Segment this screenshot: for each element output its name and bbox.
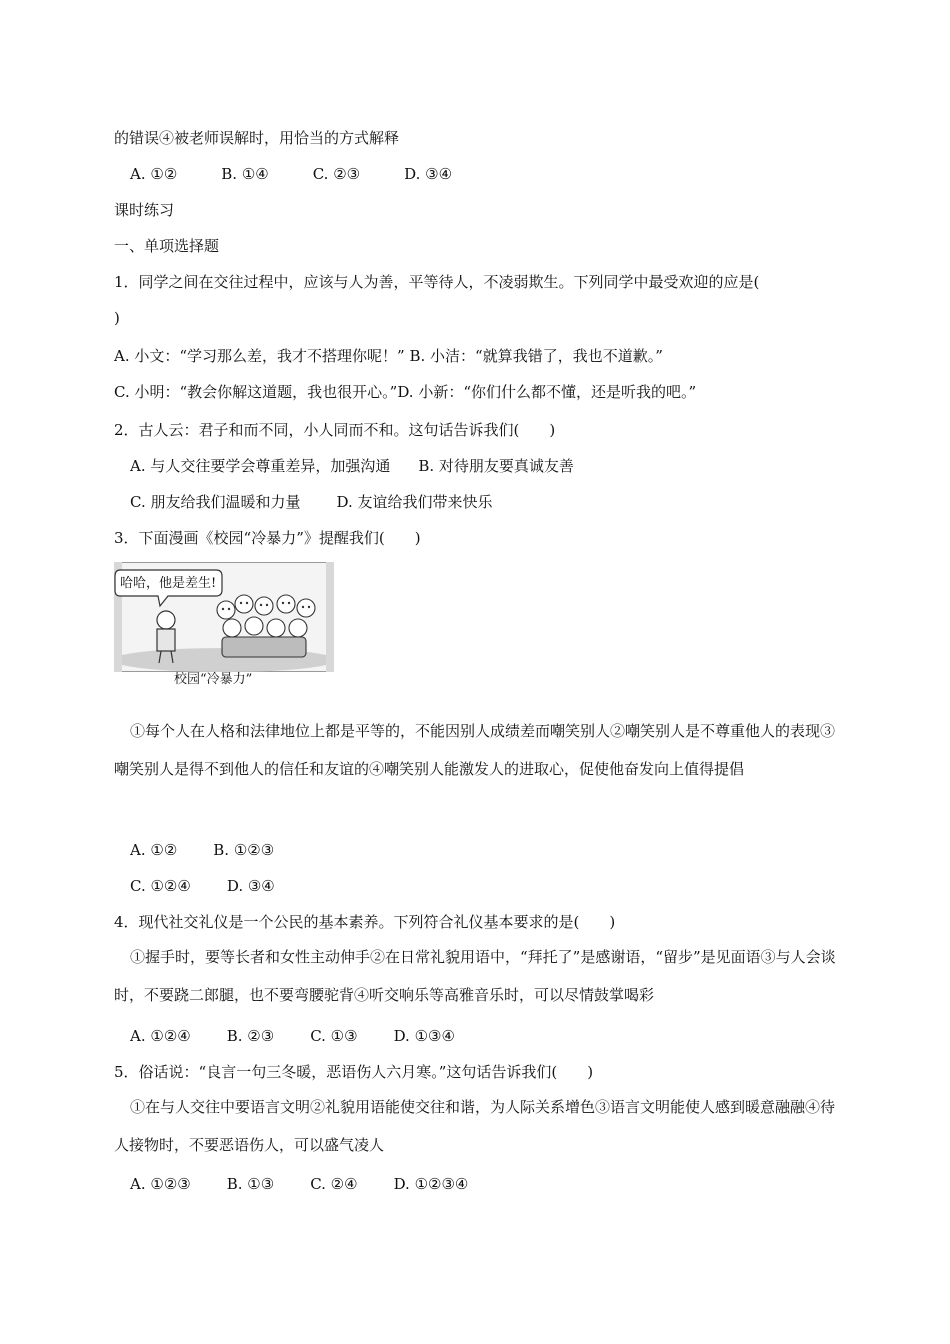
- q2-options-cd: [130, 492, 493, 512]
- option-a: A. 与人交往要学会尊重差异，加强沟通: [130, 457, 391, 475]
- option-a: A. ①②: [130, 165, 178, 183]
- q5-stem: 5．俗话说：“良言一句三冬暖，恶语伤人六月寒。”这句话告诉我们( ): [114, 1063, 594, 1081]
- option-b: B. ②③: [226, 1027, 275, 1045]
- q4-statements: ①握手时，要等长者和女性主动伸手②在日常礼貌用语中，“拜托了”是感谢语，“留步”是见面语③与人会谈时，不要跷二郎腿，也不要弯腰驼背④听交响乐等高雅音乐时，可以尽情鼓掌喝彩: [114, 948, 836, 1004]
- option-a: A. ①②: [130, 841, 178, 859]
- campus-cold-violence-cartoon: [114, 562, 334, 688]
- option-c: C. ①③: [310, 1027, 358, 1045]
- option-d: D. ③④: [226, 877, 275, 895]
- option-c: C. ②③: [312, 165, 361, 183]
- q4-options: [130, 1026, 491, 1046]
- option-d: D. 友谊给我们带来快乐: [336, 493, 493, 511]
- q5-options: [130, 1174, 504, 1194]
- q1-stem-end: ): [114, 309, 120, 327]
- q1-options-cd: C. 小明：“教会你解这道题，我也很开心。”D. 小新：“你们什么都不懂，还是听我的吧。”: [114, 383, 697, 401]
- q2-options-ab: [130, 456, 574, 476]
- option-d: D. ③④: [404, 165, 453, 183]
- q3-statements: ①每个人在人格和法律地位上都是平等的，不能因别人成绩差而嘲笑别人②嘲笑别人是不尊重他人的表现③嘲笑别人是得不到他人的信任和友谊的④嘲笑别人能激发人的进取心，促使他奋发向上值得提倡: [114, 722, 836, 778]
- option-b: B. 对待朋友要真诚友善: [418, 457, 574, 475]
- q2-stem: 2．古人云：君子和而不同，小人同而不和。这句话告诉我们( ): [114, 421, 556, 439]
- option-a: A. ①②③: [130, 1175, 191, 1193]
- option-c: C. 朋友给我们温暖和力量: [130, 493, 301, 511]
- subsection-title: 一、单项选择题: [114, 237, 220, 255]
- option-d: D. ①②③④: [393, 1175, 469, 1193]
- cartoon-bubble-text: 哈哈，他是差生!: [120, 576, 217, 591]
- q4-stem: 4．现代社交礼仪是一个公民的基本素养。下列符合礼仪基本要求的是( ): [114, 913, 616, 931]
- cartoon-caption: 校园“冷暴力”: [174, 672, 253, 687]
- q5-statements: ①在与人交往中要语言文明②礼貌用语能使交往和谐，为人际关系增色③语言文明能使人感到暖意融融④待人接物时，不要恶语伤人，可以盛气凌人: [114, 1098, 836, 1154]
- option-b: B. ①③: [226, 1175, 275, 1193]
- option-c: C. ②④: [310, 1175, 358, 1193]
- prev-question-tail: 的错误④被老师误解时，用恰当的方式解释: [114, 129, 400, 147]
- q3-options-ab: [130, 840, 274, 860]
- section-title: 课时练习: [114, 201, 175, 219]
- q1-stem: 1．同学之间在交往过程中，应该与人为善，平等待人，不凌弱欺生。下列同学中最受欢迎的应是(: [114, 273, 760, 291]
- option-b: B. ①②③: [213, 841, 275, 859]
- prev-question-options: [130, 164, 452, 184]
- option-c: C. ①②④: [130, 877, 191, 895]
- option-b: B. ①④: [221, 165, 269, 183]
- q1-options-ab: A. 小文：“学习那么差，我才不搭理你呢！” B. 小洁：“就算我错了，我也不道歉。”: [114, 347, 663, 365]
- option-a: A. ①②④: [130, 1027, 191, 1045]
- q3-stem: 3．下面漫画《校园“冷暴力”》提醒我们( ): [114, 529, 421, 547]
- q3-options-cd: [130, 876, 275, 896]
- option-d: D. ①③④: [393, 1027, 455, 1045]
